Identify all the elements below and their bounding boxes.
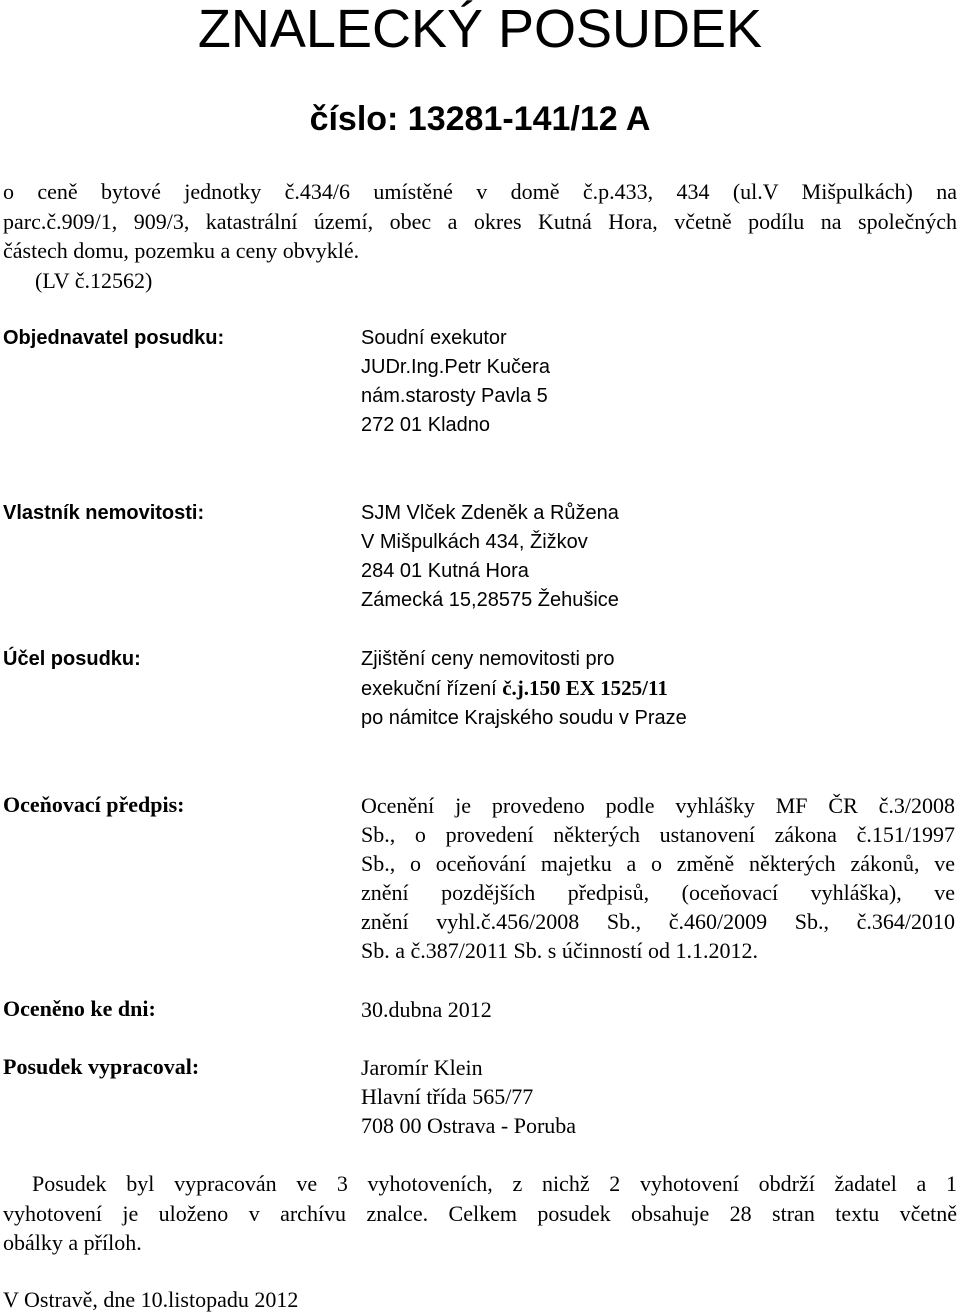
client-value [361, 324, 550, 440]
client-line: nám.starosty Pavla 5 [361, 385, 548, 407]
client-label: Objednavatel posudku: [3, 327, 225, 349]
regulation-line: Sb., o oceňování majetku a o změně některých zákonů, ve [361, 851, 955, 876]
owner-line: 284 01 Kutná Hora [361, 560, 529, 582]
regulation-line: znění pozdějších předpisů, (oceňovací vyhláška), ve [361, 880, 955, 905]
regulation-label: Oceňovací předpis: [3, 792, 185, 817]
client-line: 272 01 Kladno [361, 414, 491, 436]
owner-label: Vlastník nemovitosti: [3, 502, 205, 524]
purpose-case-number: č.j.150 EX 1525/11 [502, 676, 668, 700]
purpose-line: Zjištění ceny nemovitosti pro [361, 648, 615, 670]
regulation-value [361, 791, 955, 965]
client-line: Soudní exekutor [361, 327, 507, 349]
intro-line: částech domu, pozemku a ceny obvyklé. [3, 238, 360, 263]
purpose-label: Účel posudku: [3, 648, 141, 670]
owner-line: SJM Vlček Zdeněk a Růžena [361, 502, 619, 524]
regulation-line: Sb., o provedení některých ustanovení zákona č.151/1997 [361, 822, 955, 847]
regulation-line: znění vyhl.č.456/2008 Sb., č.460/2009 Sb., č.364/2010 [361, 909, 955, 934]
valued-label: Oceněno ke dni: [3, 996, 156, 1021]
closing-line: Posudek byl vypracován ve 3 vyhotoveních, z nichž 2 vyhotovení obdrží žadatel a 1 [32, 1171, 957, 1196]
regulation-line: Ocenění je provedeno podle vyhlášky MF ČR č.3/2008 [361, 793, 955, 818]
owner-line: V Mišpulkách 434, Žižkov [361, 531, 588, 553]
intro-line: parc.č.909/1, 909/3, katastrální území, obec a okres Kutná Hora, včetně podílu na společných [3, 208, 957, 234]
document-title: ZNALECKÝ POSUDEK [197, 0, 763, 59]
purpose-procedure: exekuční řízení [361, 678, 503, 700]
author-line: 708 00 Ostrava - Poruba [361, 1113, 577, 1138]
owner-value [361, 499, 619, 615]
author-label: Posudek vypracoval: [3, 1054, 200, 1079]
purpose-value [361, 645, 687, 733]
author-value [361, 1053, 576, 1140]
author-line: Jaromír Klein [361, 1055, 483, 1080]
valued-date: 30.dubna 2012 [361, 997, 492, 1022]
intro-line: o ceně bytové jednotky č.434/6 umístěné v domě č.p.433, 434 (ul.V Mišpulkách) na [3, 179, 957, 204]
owner-line: Zámecká 15,28575 Žehušice [361, 589, 619, 611]
intro-line: (LV č.12562) [35, 267, 153, 293]
purpose-line [361, 674, 687, 704]
purpose-line: po námitce Krajského soudu v Praze [361, 707, 687, 729]
document-number: číslo: 13281-141/12 A [309, 100, 651, 138]
author-line: Hlavní třída 565/77 [361, 1084, 534, 1109]
intro-paragraph [3, 177, 957, 295]
regulation-line: Sb. a č.387/2011 Sb. s účinností od 1.1.2012. [361, 938, 759, 963]
closing-paragraph [3, 1169, 957, 1258]
client-line: JUDr.Ing.Petr Kučera [361, 356, 550, 378]
closing-line: obálky a příloh. [3, 1230, 142, 1255]
place-and-date: V Ostravě, dne 10.listopadu 2012 [3, 1287, 299, 1312]
closing-line: vyhotovení je uloženo v archívu znalce. Celkem posudek obsahuje 28 stran textu včetně [3, 1200, 957, 1226]
